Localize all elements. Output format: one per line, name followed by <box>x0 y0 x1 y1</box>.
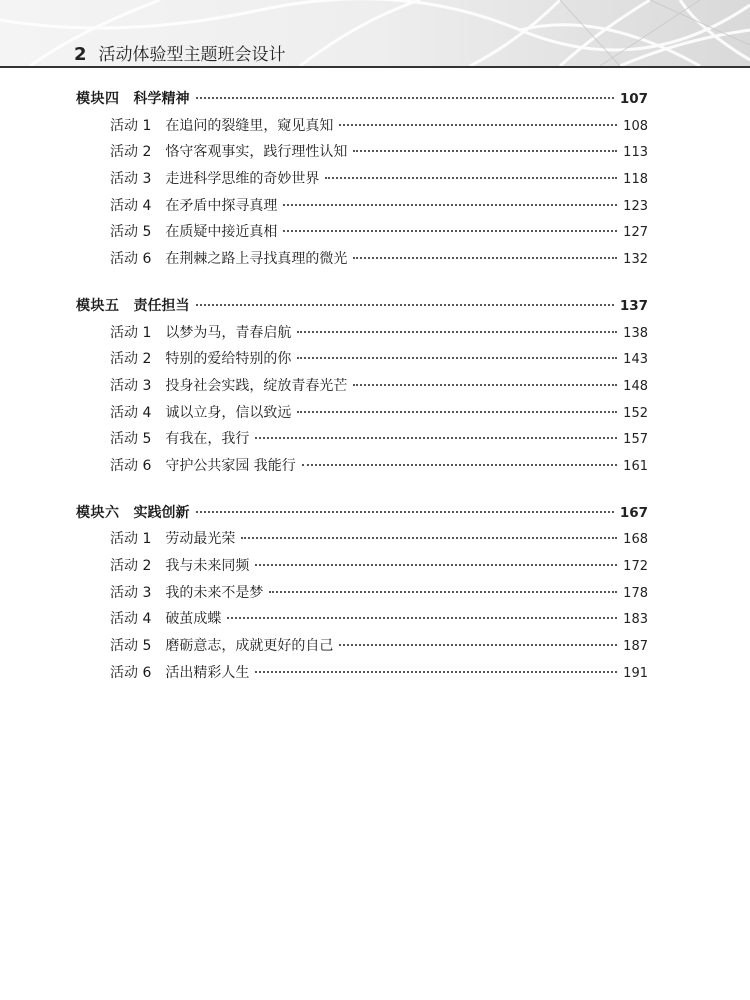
toc-activity-entry-label: 活动 6 <box>110 251 152 268</box>
toc-activity-entry-title: 在追问的裂缝里，窥见真知 <box>165 117 334 134</box>
toc-activity-entry[interactable] <box>76 322 648 349</box>
toc-activity-entry-page-number: 148 <box>623 378 648 394</box>
toc-activity-entry-title: 劳动最光荣 <box>165 531 236 548</box>
toc-activity-entry-page-number: 157 <box>623 432 648 448</box>
toc-activity-entry-page-number: 138 <box>623 325 648 341</box>
toc-module-entry-page-number: 167 <box>619 504 648 521</box>
toc-activity-entry-label: 活动 3 <box>110 171 152 188</box>
dot-leader <box>255 437 617 439</box>
toc-activity-entry-label: 活动 3 <box>110 377 152 394</box>
toc-section <box>76 88 648 275</box>
toc-activity-entry-page-number: 152 <box>623 405 648 421</box>
dot-leader <box>297 411 617 413</box>
dot-leader <box>196 511 614 513</box>
dot-leader <box>269 591 617 593</box>
dot-leader <box>302 464 617 466</box>
toc-module-entry-label: 模块六 <box>76 504 120 521</box>
toc-activity-entry-title: 诚以立身，信以致远 <box>165 404 292 421</box>
toc-activity-entry[interactable] <box>76 248 648 275</box>
toc-activity-entry-title: 磨砺意志，成就更好的自己 <box>165 638 334 655</box>
toc-activity-entry-title: 在矛盾中探寻真理 <box>165 197 278 214</box>
toc-activity-entry-title: 我与未来同频 <box>165 558 250 574</box>
toc-module-entry-page-number: 137 <box>619 297 648 314</box>
toc-activity-entry-label: 活动 2 <box>110 351 152 368</box>
toc-module-entry-page-number: 107 <box>619 91 648 107</box>
toc-activity-entry[interactable] <box>76 348 648 375</box>
toc-activity-entry-page-number: 191 <box>623 665 648 681</box>
toc-activity-entry[interactable] <box>76 375 648 402</box>
page-header <box>0 0 750 68</box>
toc-module-entry[interactable] <box>76 88 648 115</box>
toc-module-entry[interactable] <box>76 502 648 529</box>
toc-activity-entry-label: 活动 6 <box>110 664 152 681</box>
toc-activity-entry-label: 活动 1 <box>110 531 152 548</box>
dot-leader <box>339 124 617 126</box>
toc-activity-entry-label: 活动 3 <box>110 584 152 601</box>
dot-leader <box>339 644 617 646</box>
toc-activity-entry-label: 活动 2 <box>110 144 152 161</box>
toc-activity-entry-page-number: 178 <box>623 585 648 601</box>
header-page-number: 2 <box>74 44 87 65</box>
dot-leader <box>297 331 617 333</box>
toc-activity-entry-label: 活动 5 <box>110 224 152 241</box>
toc-activity-entry-title: 以梦为马，青春启航 <box>165 324 292 341</box>
toc-section <box>76 295 648 482</box>
toc-activity-entry-page-number: 118 <box>623 172 648 188</box>
toc-activity-entry-page-number: 113 <box>623 145 648 161</box>
toc-activity-entry-label: 活动 4 <box>110 197 152 214</box>
toc-activity-entry-title: 恪守客观事实，践行理性认知 <box>165 144 348 161</box>
toc-activity-entry-title: 破茧成蝶 <box>165 611 222 628</box>
toc-activity-entry-label: 活动 4 <box>110 404 152 421</box>
toc-activity-entry-title: 走进科学思维的奇妙世界 <box>165 171 320 188</box>
toc-module-entry-label: 模块五 <box>76 297 120 314</box>
dot-leader <box>227 617 617 619</box>
dot-leader <box>353 150 617 152</box>
toc-activity-entry-label: 活动 4 <box>110 611 152 628</box>
toc-activity-entry-title: 特别的爱给特别的你 <box>165 351 292 368</box>
toc-activity-entry-page-number: 168 <box>623 532 648 548</box>
dot-leader <box>283 230 617 232</box>
toc-activity-entry-title: 投身社会实践，绽放青春光芒 <box>165 377 348 394</box>
toc-activity-entry[interactable] <box>76 582 648 609</box>
toc-activity-entry[interactable] <box>76 195 648 222</box>
toc-activity-entry[interactable] <box>76 662 648 689</box>
dot-leader <box>255 671 617 673</box>
header-book-title: 活动体验型主题班会设计 <box>98 45 286 65</box>
toc-activity-entry[interactable] <box>76 528 648 555</box>
table-of-contents <box>76 88 648 708</box>
toc-activity-entry[interactable] <box>76 635 648 662</box>
dot-leader <box>297 357 617 359</box>
toc-activity-entry-page-number: 161 <box>623 458 648 474</box>
toc-module-entry[interactable] <box>76 295 648 322</box>
toc-activity-entry-label: 活动 1 <box>110 324 152 341</box>
header-title <box>74 40 286 65</box>
toc-activity-entry-title: 在质疑中接近真相 <box>165 224 278 241</box>
toc-activity-entry[interactable] <box>76 115 648 142</box>
toc-activity-entry-page-number: 187 <box>623 639 648 655</box>
dot-leader <box>283 204 617 206</box>
toc-module-entry-label: 模块四 <box>76 91 120 107</box>
dot-leader <box>353 384 617 386</box>
toc-activity-entry-title: 我的未来不是梦 <box>165 584 264 601</box>
dot-leader <box>241 537 617 539</box>
toc-activity-entry[interactable] <box>76 168 648 195</box>
toc-activity-entry-page-number: 108 <box>623 118 648 134</box>
toc-activity-entry-title: 在荆棘之路上寻找真理的微光 <box>165 251 348 268</box>
toc-activity-entry[interactable] <box>76 402 648 429</box>
toc-activity-entry[interactable] <box>76 555 648 582</box>
toc-activity-entry-label: 活动 5 <box>110 638 152 655</box>
toc-activity-entry-page-number: 183 <box>623 612 648 628</box>
toc-activity-entry-title: 活出精彩人生 <box>165 664 250 681</box>
dot-leader <box>353 257 617 259</box>
toc-activity-entry-title: 守护公共家园 我能行 <box>165 457 296 474</box>
toc-activity-entry-page-number: 127 <box>623 225 648 241</box>
dot-leader <box>196 304 614 306</box>
toc-activity-entry[interactable] <box>76 428 648 455</box>
toc-activity-entry-label: 活动 2 <box>110 558 152 574</box>
toc-activity-entry-page-number: 132 <box>623 252 648 268</box>
toc-module-entry-title: 科学精神 <box>133 91 190 107</box>
toc-activity-entry-label: 活动 1 <box>110 117 152 134</box>
toc-activity-entry[interactable] <box>76 221 648 248</box>
toc-module-entry-title: 责任担当 <box>133 297 190 314</box>
header-rule <box>0 66 750 68</box>
toc-module-entry-title: 实践创新 <box>133 504 190 521</box>
toc-activity-entry[interactable] <box>76 141 648 168</box>
toc-section <box>76 502 648 689</box>
dot-leader <box>196 97 614 99</box>
toc-activity-entry-page-number: 172 <box>623 559 648 574</box>
toc-activity-entry-page-number: 123 <box>623 198 648 214</box>
dot-leader <box>325 177 617 179</box>
toc-activity-entry[interactable] <box>76 608 648 635</box>
toc-activity-entry-label: 活动 5 <box>110 431 152 448</box>
toc-activity-entry[interactable] <box>76 455 648 482</box>
dot-leader <box>255 564 617 566</box>
toc-activity-entry-title: 有我在，我行 <box>165 431 250 448</box>
toc-activity-entry-page-number: 143 <box>623 352 648 368</box>
toc-activity-entry-label: 活动 6 <box>110 457 152 474</box>
